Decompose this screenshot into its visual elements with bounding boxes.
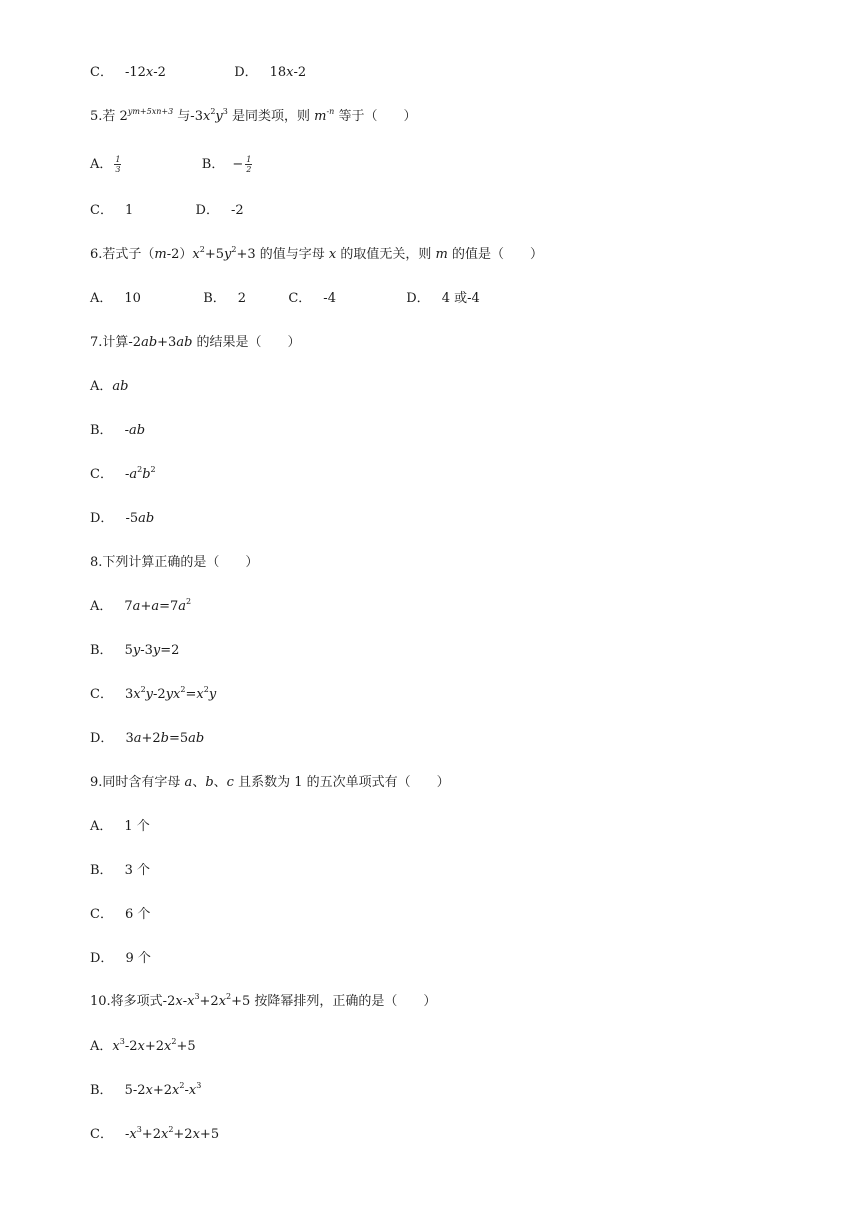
question-8-option-b: B． 5y-3y=2 — [90, 643, 180, 658]
option-label: D． — [234, 65, 258, 80]
question-6-options: A． 10 B． 2 C． -4 D． 4 或-4 — [90, 291, 480, 306]
question-10-option-c: C． $-x^3+2x^2+2x+5$ — [90, 1125, 220, 1142]
fraction: $\frac{1}{2}$ — [246, 155, 252, 174]
question-9-option-b: B． 3 个 — [90, 863, 150, 878]
question-7-stem: 7.计算-2ab+3ab 的结果是（ ） — [90, 335, 301, 350]
question-10-option-b: B． $5-2x+2x^2-x^3$ — [90, 1081, 202, 1098]
q4-options-cd — [90, 64, 306, 82]
question-9-option-a: A． 1 个 — [90, 819, 150, 834]
question-5-options-ab: A． $\frac{1}{3}$ B． − $\frac{1}{2}$ — [90, 155, 252, 174]
option-value: -12x-2 — [124, 65, 166, 80]
option-label: C． — [90, 65, 113, 80]
option-label: A． — [90, 157, 113, 172]
question-9-option-c: C． 6 个 — [90, 907, 151, 922]
question-5-options-cd: C． 1 D． -2 — [90, 203, 244, 218]
question-5-stem: 5.若 $2^{ym+5xn+3}$ 与$-3x^2y^3$ 是同类项，则 $m^{-n}$ 等于（ ） — [90, 107, 417, 124]
fraction: $\frac{1}{3}$ — [115, 155, 121, 174]
question-8-stem: 8.下列计算正确的是（ ） — [90, 555, 259, 570]
option-value: 18x-2 — [269, 65, 307, 80]
question-9-option-d: D． 9 个 — [90, 951, 151, 966]
question-8-option-c: C． $3x^2y-2yx^2=x^2y$ — [90, 685, 217, 702]
option-label: B． — [201, 157, 225, 172]
question-7-option-a: A．ab — [90, 379, 129, 394]
question-7-option-d: D． -5ab — [90, 511, 155, 526]
question-10-stem: 10.将多项式$-2x-x^3+2x^2+5$ 按降幂排列，正确的是（ ） — [90, 992, 437, 1009]
question-7-option-c: C． $-a^2b^2$ — [90, 465, 156, 482]
question-7-option-b: B． -ab — [90, 423, 146, 438]
question-9-stem: 9.同时含有字母 a、b、c 且系数为 1 的五次单项式有（ ） — [90, 775, 450, 790]
question-6-stem: 6.若式子$(m-2)x^2+5y^2+3$ 的值与字母 x 的取值无关，则 m 的值是（ ） — [90, 245, 543, 262]
question-8-option-a: A． $7a+a=7a^2$ — [90, 597, 192, 614]
question-10-option-a: A．$x^3-2x+2x^2+5$ — [90, 1037, 196, 1054]
question-8-option-d: D． 3a+2b=5ab — [90, 731, 205, 746]
